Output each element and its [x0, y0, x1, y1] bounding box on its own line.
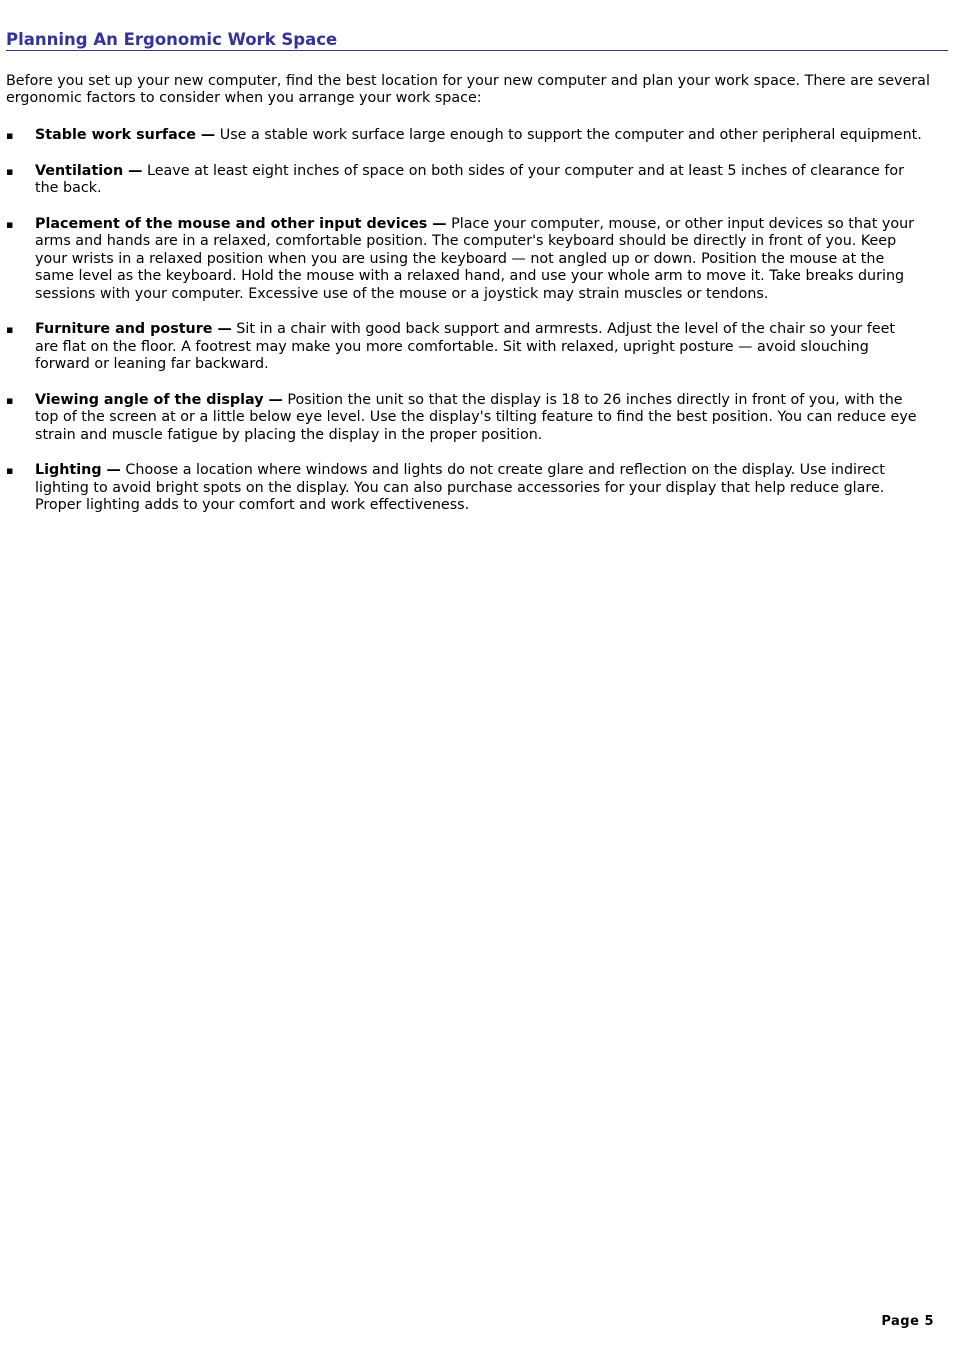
bullet-icon: ▪: [6, 129, 14, 142]
bullet-icon: ▪: [6, 217, 14, 231]
page-number: Page 5: [881, 1314, 934, 1329]
bullet-icon: ▪: [6, 464, 14, 477]
list-item-furniture-posture: [6, 321, 922, 374]
list-item-stable-work-surface: [6, 127, 922, 145]
bullet-icon: ▪: [6, 393, 14, 407]
factor-description: Position the unit so that the display is 18 to 26 inches directly in front of you, with the top of the screen at or a little below eye level. Use the display's tilting feature to find the best position. You can reduce eye strain and muscle fatigue by placing the display in the proper position.: [35, 391, 917, 443]
page-title: Planning An Ergonomic Work Space: [6, 30, 948, 51]
factor-term: Placement of the mouse and other input devices —: [35, 215, 447, 232]
factor-description: Use a stable work surface large enough to support the computer and other peripheral equipment.: [215, 127, 922, 143]
factor-term: Viewing angle of the display —: [35, 391, 283, 408]
list-item-viewing-angle: [6, 392, 922, 445]
factor-description: Leave at least eight inches of space on both sides of your computer and at least 5 inches of clearance for the back.: [35, 162, 905, 196]
ergonomic-factors-list: [6, 127, 948, 515]
factor-term: Stable work surface —: [35, 127, 216, 143]
list-item-ventilation: [6, 163, 922, 198]
factor-description: Choose a location where windows and lights do not create glare and reflection on the display. Use indirect lighting to avoid bright spots on the display. You can also purchase accessories for your display that help reduce glare. Proper lighting adds to your comfort and work effectiveness.: [35, 462, 885, 513]
bullet-icon: ▪: [6, 164, 14, 178]
bullet-icon: ▪: [6, 323, 14, 336]
factor-description: Place your computer, mouse, or other input devices so that your arms and hands are in a relaxed, comfortable position. The computer's keyboard should be directly in front of you. Keep your wrists in a relaxed position when you are using the keyboard — not angled up or down. Position the mouse at the same level as the keyboard. Hold the mouse with a relaxed hand, and use your whole arm to move it. Take breaks during sessions with your computer. Excessive use of the mouse or a joystick may strain muscles or tendons.: [35, 215, 915, 302]
factor-description: Sit in a chair with good back support and armrests. Adjust the level of the chair so your feet are flat on the floor. A footrest may make you more comfortable. Sit with relaxed, upright posture — avoid slouching forward or leaning far backward.: [35, 321, 896, 372]
list-item-mouse-placement: [6, 216, 922, 304]
factor-term: Ventilation —: [35, 162, 143, 179]
factor-term: Lighting —: [35, 462, 121, 478]
list-item-lighting: [6, 462, 922, 515]
document-page: [6, 0, 948, 533]
intro-paragraph: Before you set up your new computer, find the best location for your new computer and plan your work space. There are several ergonomic factors to consider when you arrange your work space:: [6, 73, 930, 106]
factor-term: Furniture and posture —: [35, 321, 232, 337]
